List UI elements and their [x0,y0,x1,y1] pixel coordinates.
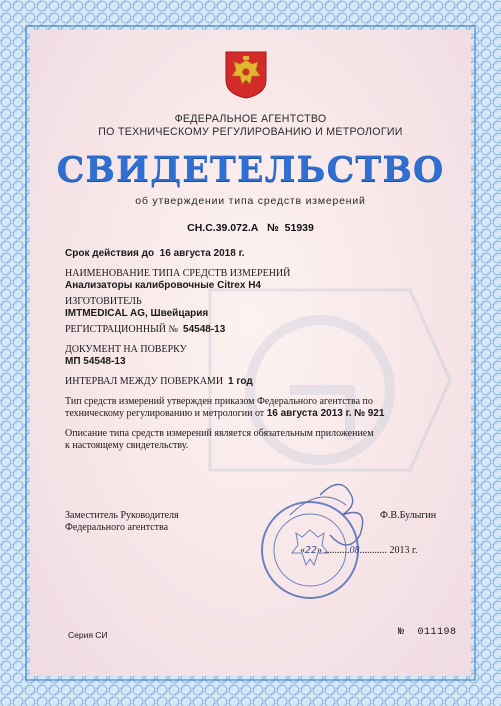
agency-name-line1: ФЕДЕРАЛЬНОЕ АГЕНТСТВО [174,113,327,125]
signer-name: Ф.В.Булыгин [380,510,437,521]
series-label: Серия СИ [68,630,108,640]
signer-position-line1: Заместитель Руководителя [65,510,179,521]
document-title: СВИДЕТЕЛЬСТВО [56,149,445,190]
validity-line [65,248,245,260]
approval-paragraph [65,396,437,420]
cert-no-sign: № [267,222,279,234]
approval-date: 16 августа 2013 г. [266,408,352,419]
document-subtitle: об утверждении типа средств измерений [135,195,366,207]
cert-no-value: 51939 [284,222,314,234]
approval-no: 921 [367,408,385,419]
registration-line [65,324,225,336]
cert-code: CH.C.39.072.A [187,222,259,234]
interval-line [65,376,253,388]
approval-no-sign: № [354,408,366,419]
date-month: 08 [349,545,360,556]
signature-date: «22» ..........08........... 2013 г. [300,545,418,556]
validity-date: 16 августа 2018 г. [159,248,245,259]
registration-label: РЕГИСТРАЦИОННЫЙ № [65,324,179,335]
registration-value: 54548-13 [183,324,226,335]
date-year: 2013 г. [389,545,418,556]
validity-label: Срок действия до [65,248,155,259]
signer-position-line2: Федерального агентства [65,522,169,533]
manufacturer-label: ИЗГОТОВИТЕЛЬ [65,296,142,307]
date-day: 22 [305,545,318,556]
agency-name-line2: ПО ТЕХНИЧЕСКОМУ РЕГУЛИРОВАНИЮ И МЕТРОЛОГИИ [98,126,403,138]
description-paragraph [65,428,437,452]
serial-sign: № [398,627,405,638]
type-value: Анализаторы калибровочные Citrex H4 [65,280,261,291]
interval-value: 1 год [228,376,253,387]
interval-label: ИНТЕРВАЛ МЕЖДУ ПОВЕРКАМИ [65,376,224,387]
verification-doc-label: ДОКУМЕНТ НА ПОВЕРКУ [65,344,187,355]
russian-coat-of-arms-icon [224,50,268,100]
approval-line2: техническому регулированию и метрологии от 16 августа 2013 г. № 921 [65,408,385,419]
serial-number [398,627,457,638]
serial-value: 011198 [417,627,457,638]
manufacturer-value: IMTMEDICAL AG, Швейцария [65,308,209,319]
approval-line1: Тип средств измерений утвержден приказом Федерального агентства по [65,396,373,407]
certificate-number [0,222,501,234]
description-line1: Описание типа средств измерений является обязательным приложением [65,428,374,439]
type-label: НАИМЕНОВАНИЕ ТИПА СРЕДСТВ ИЗМЕРЕНИЙ [65,268,291,279]
signer-position [65,510,179,534]
official-seal-stamp [250,475,390,605]
verification-doc-value: МП 54548-13 [65,356,126,367]
description-line2: к настоящему свидетельству. [65,440,189,451]
